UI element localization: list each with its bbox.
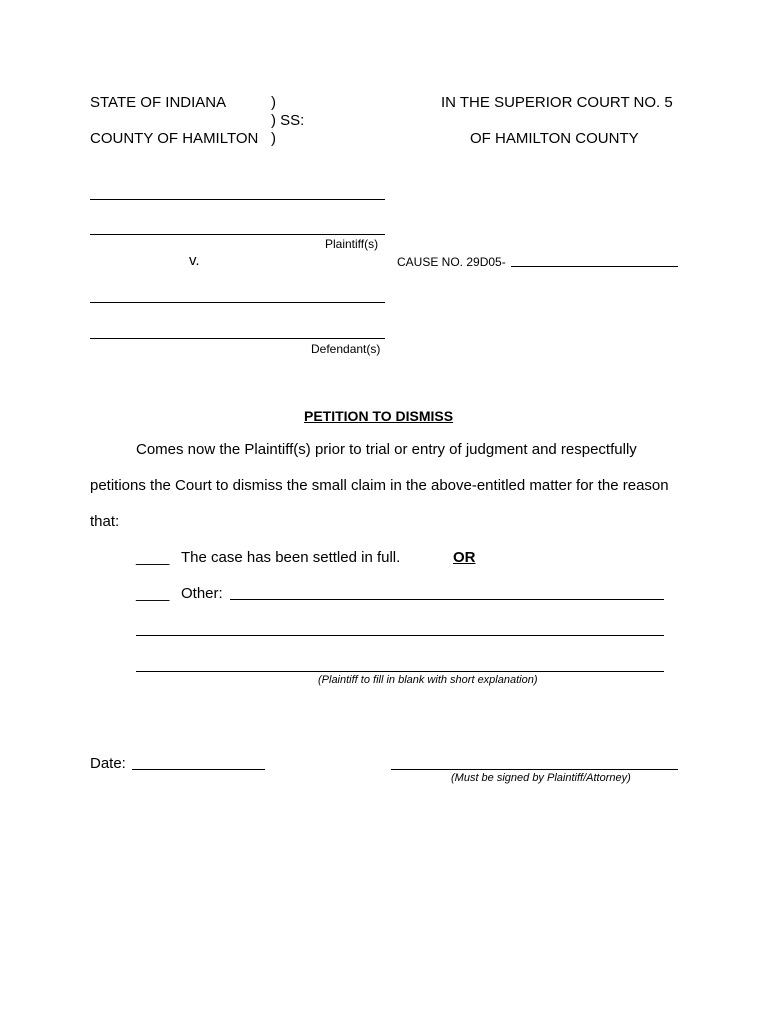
state-label: STATE OF INDIANA	[90, 94, 227, 111]
county-label: COUNTY OF HAMILTON	[90, 130, 259, 147]
defendant-name-field-1[interactable]	[90, 302, 385, 303]
other-checkbox-blank[interactable]: ____	[136, 585, 170, 602]
body-text-line: petitions the Court to dismiss the small claim in the above-entitled matter for the reason	[90, 477, 669, 494]
body-text-line: Comes now the Plaintiff(s) prior to trial or entry of judgment and respectfully	[136, 441, 637, 458]
versus-label: v.	[189, 252, 200, 269]
other-explanation-field-2[interactable]	[136, 635, 664, 636]
page-title: PETITION TO DISMISS	[304, 408, 454, 424]
settled-checkbox-blank[interactable]: ____	[136, 549, 170, 566]
body-text-line: that:	[90, 513, 120, 530]
defendant-label: Defendant(s)	[311, 342, 381, 356]
date-label: Date:	[90, 755, 126, 772]
caption-paren: )	[271, 130, 276, 147]
signature-field[interactable]	[391, 769, 678, 770]
cause-no-field[interactable]	[511, 266, 678, 267]
date-field[interactable]	[132, 769, 265, 770]
plaintiff-name-field-2[interactable]	[90, 234, 385, 235]
ss-label: ) SS:	[271, 112, 305, 129]
defendant-name-field-2[interactable]	[90, 338, 385, 339]
plaintiff-label: Plaintiff(s)	[325, 237, 379, 251]
court-county: OF HAMILTON COUNTY	[470, 130, 639, 147]
or-label: OR	[453, 549, 476, 566]
other-explanation-field-1[interactable]	[230, 599, 664, 600]
settled-option-label: The case has been settled in full.	[181, 549, 401, 566]
signature-note: (Must be signed by Plaintiff/Attorney)	[451, 772, 631, 784]
caption-paren: )	[271, 94, 276, 111]
court-name: IN THE SUPERIOR COURT NO. 5	[441, 94, 673, 111]
cause-no-label: CAUSE NO. 29D05-	[397, 255, 506, 269]
plaintiff-name-field-1[interactable]	[90, 199, 385, 200]
other-explanation-field-3[interactable]	[136, 671, 664, 672]
explanation-note: (Plaintiff to fill in blank with short explanation)	[318, 674, 538, 686]
other-option-label: Other:	[181, 585, 223, 602]
